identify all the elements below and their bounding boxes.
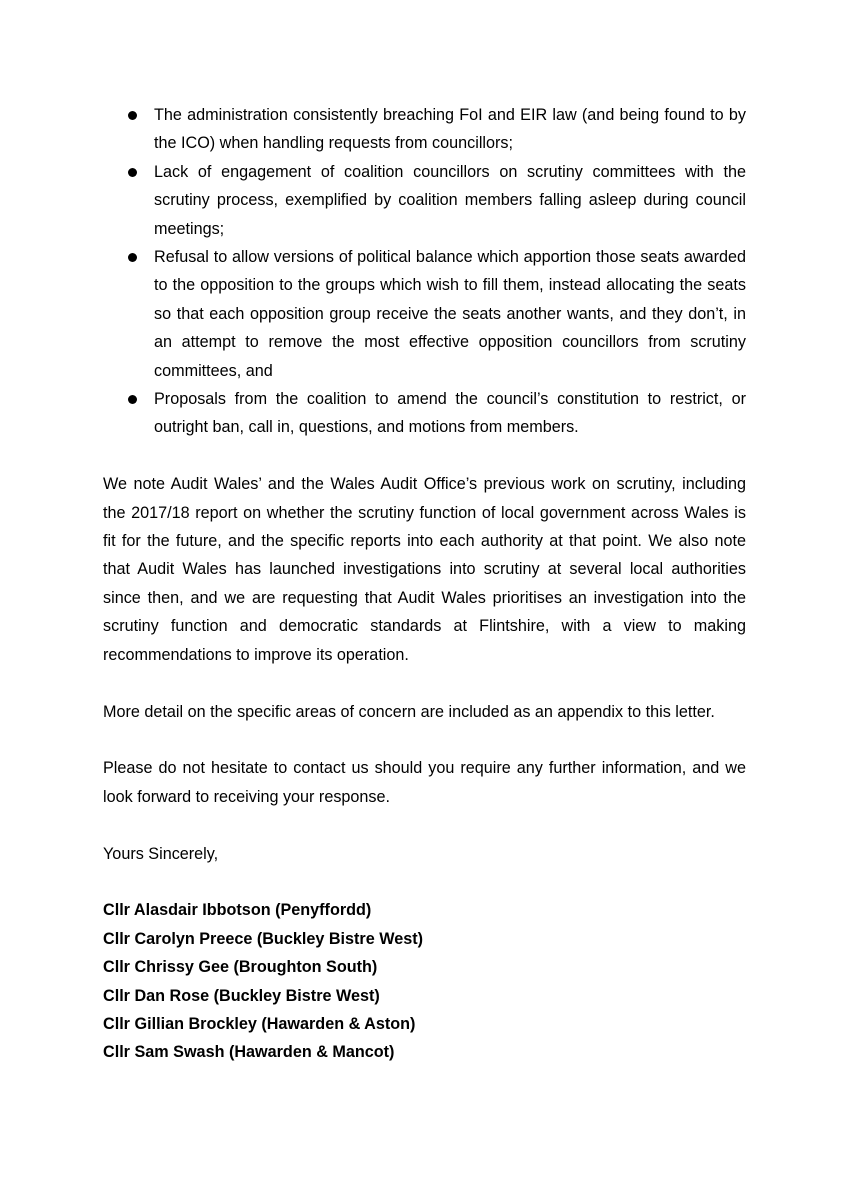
list-item-text: The administration consistently breaching FoI and EIR law (and being found to by the ICO) when handling requests from councillors; [154,106,746,153]
concerns-list [103,101,746,442]
list-item [103,101,746,158]
list-item [103,243,746,385]
list-item-text: Proposals from the coalition to amend the council’s constitution to restrict, or outright ban, call in, questions, and motions from members. [154,390,746,437]
bullet-icon [128,395,137,404]
spacer [103,811,746,839]
signatory: Cllr Dan Rose (Buckley Bistre West) [103,986,380,1005]
signatory: Cllr Alasdair Ibbotson (Penyffordd) [103,901,372,920]
list-item [103,158,746,243]
spacer [103,726,746,754]
bullet-icon [128,168,137,177]
bullet-icon [128,111,137,120]
spacer [103,669,746,697]
signatory: Cllr Gillian Brockley (Hawarden & Aston) [103,1014,416,1033]
signatories-block [103,896,746,1066]
list-item [103,385,746,442]
list-item-text: Lack of engagement of coalition councillors on scrutiny committees with the scrutiny process, exemplified by coalition members falling asleep during council meetings; [154,162,746,238]
signatory: Cllr Chrissy Gee (Broughton South) [103,958,378,977]
signatory: Cllr Carolyn Preece (Buckley Bistre West) [103,929,423,948]
bullet-icon [128,253,137,262]
list-item-text: Refusal to allow versions of political balance which apportion those seats awarded to the opposition to the groups which wish to fill them, instead allocating the seats so that each opposition group receive the seats another wants, and they don’t, in an attempt to remove the most effective opposition councillors from scrutiny committees, and [154,248,746,380]
contact-paragraph: Please do not hesitate to contact us should you require any further information, and we look forward to receiving your response. [103,759,746,806]
letter-body [103,101,746,1067]
signatory: Cllr Sam Swash (Hawarden & Mancot) [103,1043,395,1062]
audit-paragraph: We note Audit Wales’ and the Wales Audit Office’s previous work on scrutiny, including the 2017/18 report on whether the scrutiny function of local government across Wales is fit for the future, and the specific reports into each authority at that point. We also note that Audit Wales has launched investigations into scrutiny at several local authorities since then, and we are requesting that Audit Wales prioritises an investigation into the scrutiny function and democratic standards at Flintshire, with a view to making recommendations to improve its operation. [103,475,746,664]
appendix-paragraph: More detail on the specific areas of concern are included as an appendix to this letter. [103,702,715,721]
closing-line: Yours Sincerely, [103,844,219,863]
spacer [103,442,746,470]
spacer [103,868,746,896]
